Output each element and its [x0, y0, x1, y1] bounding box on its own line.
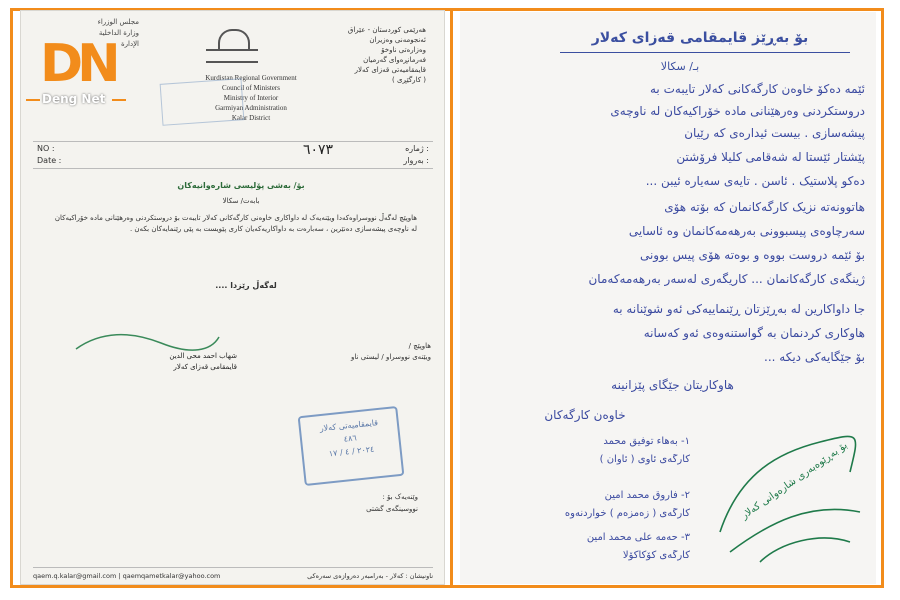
petition-subject: بـ/ سکالا — [660, 60, 700, 73]
signer-line: کارگەی کۆکاکۆلا — [622, 550, 690, 561]
header-line: Ministry of Interior — [223, 94, 279, 102]
header-kurdish — [296, 25, 426, 85]
frame-divider — [450, 8, 453, 588]
copy-item: ویێنەی نووسراو / لیستی ناو — [351, 353, 431, 361]
subject-line: بابەت/ سکالا — [222, 197, 260, 205]
logo-mark: DN — [40, 34, 115, 94]
header-line: Garmiyan Administration — [215, 104, 287, 112]
signer-line: ٣- حەمە علی محمد امین — [586, 532, 690, 543]
copy-block — [321, 341, 431, 363]
deng-net-logo — [40, 34, 140, 114]
petition-line: ژینگەی کارگەکانمان ... کاریگەری لەسەر بەرهەمەکەمان — [588, 272, 865, 286]
stamp-line: ٤٨٦ — [343, 433, 358, 444]
header-line: ئەنجومەنی وەزیران — [369, 36, 426, 44]
logo-name: Deng Net — [42, 92, 106, 106]
signer-name: شهاب احمد محی الدین — [169, 352, 237, 360]
date-label-kurdish: بەروار : — [403, 156, 429, 165]
faded-stamp — [160, 78, 245, 126]
stamp-line: ٢٠٢٤ / ٤ / ١٧ — [328, 444, 375, 459]
petition-line: پیشەسازی . بیست ئیدارەی کە رێیان — [684, 126, 865, 140]
petition-line: دەکو پلاستیک . ئاسن . تایەی سەیارە ئیبن ... — [645, 174, 865, 188]
header-line: قایمقامیەتی قەزای کەلار — [354, 66, 426, 74]
petition-owners: خاوەن کارگەکان — [544, 408, 626, 422]
header-line: Kalar District — [231, 114, 271, 122]
header-line: Kurdistan Regional Government — [205, 74, 297, 82]
number-label: NO : — [37, 144, 55, 153]
header-line: وەزارەتی ناوخۆ — [381, 46, 426, 54]
attach-item: نووسینگەی گشتی — [366, 505, 418, 513]
footer-address: ناونیشان : کەلار - بەرامبەر دەروازەی سەرەکی — [307, 572, 433, 580]
petition-line: هاتوونەتە نزیک کارگەکانمان کە بۆتە هۆی — [664, 200, 865, 214]
signer-line: ١- بەهاء توفیق محمد — [603, 436, 690, 447]
petition-line: دروستکردنی وەرهێنانی مادە خۆراکیەکان لە ناوچەی — [610, 104, 865, 118]
petition-title: بۆ بەڕێز قایمقامی قەزای کەلار — [591, 30, 809, 46]
signer-line: کارگەی ئاوی ( ئاوان ) — [599, 454, 690, 465]
petition-line: پێشتار ئێستا لە شەقامی کلیلا فرۆشتن — [676, 150, 865, 164]
kurdistan-emblem-icon — [196, 25, 268, 71]
reference-row — [33, 141, 433, 169]
number-label-kurdish: ژمارە : — [405, 144, 429, 153]
closing-line: لەگەڵ رێزدا .... — [215, 281, 277, 290]
letter-body: هاوپێچ لەگەڵ نووسراوەکەدا ویێنەیەک لە داواکاری خاوەنی کارگەکانی کەلار تایبەت بۆ دروستکردنی وەرهێنانی مادە خۆراکیەکان لە ناوچەی پیشەسازی دەنێرین ، سەبارەت بە داواکاریەکەیان کاری پێویست بە پێی رێنمایەکان بکەن . — [54, 214, 417, 233]
header-line: Council of Ministers — [222, 84, 280, 92]
signer-line: ٢- فاروق محمد امین — [604, 490, 690, 501]
petition-line: سەرچاوەی پیسبوونی بەرهەمەکانمان وە ئاسایی — [628, 224, 865, 238]
title-underline — [560, 52, 850, 53]
petition-line: ئێمە دەکۆ خاوەن کارگەکانی کەلار تایبەت بە — [650, 82, 865, 96]
footer-email: qaem.q.kalar@gmail.com | qaemqametkalar@yahoo.com — [33, 572, 221, 580]
header-line: فەرمانڕەوای گەرمیان — [363, 56, 426, 64]
petition-line: بۆ جێگایەکی دیکە ... — [764, 350, 865, 364]
header-line: الإدارة — [120, 40, 139, 48]
petition-line: جا داواکارین لە بەڕێزتان ڕێنماییەکی ئەو شوێنانە بە — [612, 302, 865, 316]
petition-line: بۆ ئێمە دروست بووە و بوەتە هۆی پیس بوونی — [639, 248, 865, 262]
attachment-block — [298, 491, 418, 515]
copy-label: هاوپێچ / — [408, 342, 431, 350]
green-note: بۆ بەڕێوەبەری شارەوانی کەلار — [739, 439, 850, 522]
handwritten-number: ٦٠٧٣ — [303, 142, 334, 158]
signer-block — [77, 351, 237, 373]
registration-stamp — [298, 406, 405, 486]
letter-footer — [33, 567, 433, 580]
signer-title: قایمقامی قەزای کەلار — [173, 363, 237, 371]
attach-label: وێنەیەک بۆ : — [382, 493, 418, 501]
petition-line: هاوکاری کردنمان بە گواستنەوەی ئەو کەسانە — [643, 326, 865, 340]
header-line: ( کارگێڕی ) — [392, 76, 426, 84]
date-label: Date : — [37, 156, 62, 165]
handwritten-petition — [460, 12, 876, 584]
signer-line: کارگەی ( زەمزەم ) خواردنەوە — [564, 508, 690, 519]
header-line: هەرێمی کوردستان - عێراق — [347, 26, 426, 34]
header-line: مجلس الوزراء — [97, 18, 139, 26]
header-line: وزارة الداخلية — [98, 29, 139, 37]
stamp-line: قایمقامیەتی کەلار — [319, 418, 379, 434]
petition-thanks: هاوکاریتان جێگای پێزانینە — [611, 378, 734, 392]
addressee: بۆ/ بەشی پۆلیسی شارەوانیەکان — [177, 181, 305, 190]
